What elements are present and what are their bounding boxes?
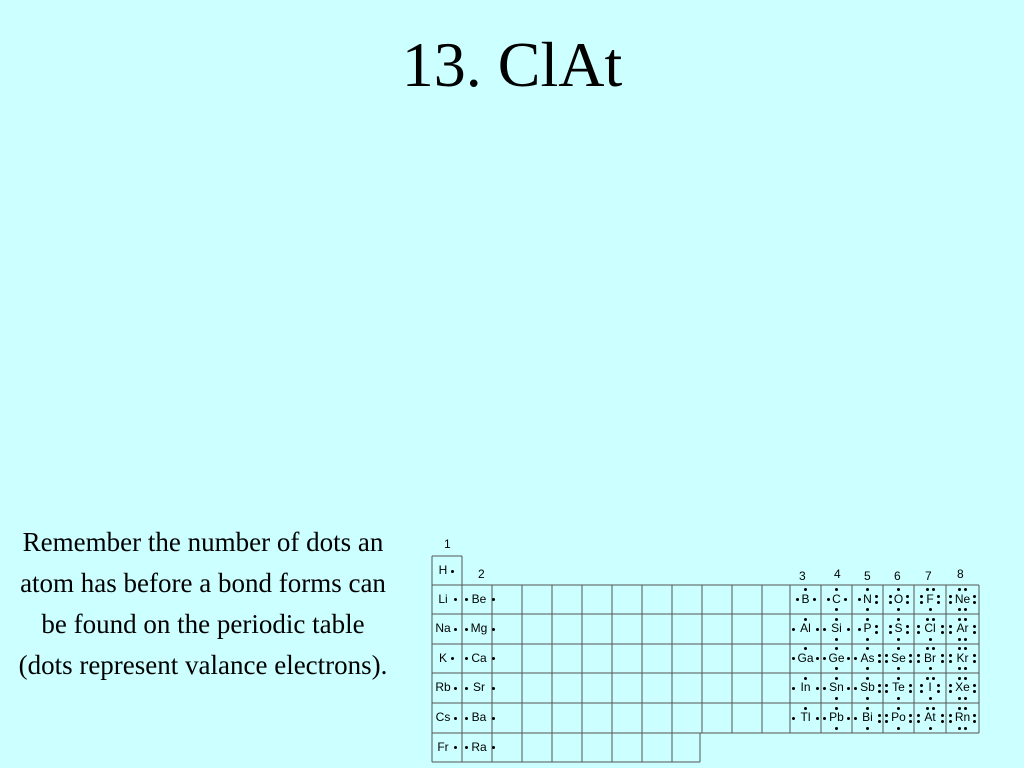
valence-electron-dot (941, 714, 944, 717)
valence-electron-dot (885, 720, 888, 723)
valence-electron-dot (796, 598, 799, 601)
valence-electron-dot (949, 690, 952, 693)
valence-electron-dot (917, 654, 920, 657)
valence-electron-dot (973, 625, 976, 628)
valence-electron-dot (885, 690, 888, 693)
element-c: C (832, 591, 841, 606)
valence-electron-dot (465, 687, 468, 690)
valence-electron-dot (885, 660, 888, 663)
valence-electron-dot (897, 638, 900, 641)
element-be: Be (471, 591, 487, 606)
valence-electron-dot (920, 684, 923, 687)
valence-electron-dot (854, 717, 857, 720)
valence-electron-dot (847, 657, 850, 660)
valence-electron-dot (926, 647, 929, 650)
valence-electron-dot (465, 598, 468, 601)
valence-electron-dot (454, 717, 457, 720)
valence-electron-dot (875, 601, 878, 604)
valence-electron-dot (909, 684, 912, 687)
element-ar: Ar (956, 621, 969, 635)
valence-electron-dot (465, 717, 468, 720)
valence-electron-dot (454, 628, 457, 631)
element-at: At (924, 710, 936, 724)
element-ge: Ge (828, 650, 845, 665)
valence-electron-dot (465, 746, 468, 749)
valence-electron-dot (941, 631, 944, 634)
valence-electron-dot (878, 684, 881, 687)
element-sb: Sb (860, 680, 875, 694)
valence-electron-dot (835, 677, 838, 680)
valence-electron-dot (889, 631, 892, 634)
valence-electron-dot (937, 684, 940, 687)
valence-electron-dot (929, 638, 932, 641)
valence-electron-dot (465, 657, 468, 660)
valence-electron-dot (492, 687, 495, 690)
valence-electron-dot (835, 618, 838, 621)
valence-electron-dot (454, 687, 457, 690)
valence-electron-dot (866, 618, 869, 621)
group-label-3: 3 (799, 569, 806, 583)
element-pb: Pb (829, 710, 844, 724)
element-xe: Xe (955, 680, 970, 694)
element-ra: Ra (471, 739, 487, 754)
valence-electron-dot (885, 684, 888, 687)
element-ga: Ga (797, 650, 814, 665)
element-ca: Ca (471, 650, 487, 665)
element-br: Br (924, 650, 936, 665)
element-mg: Mg (470, 621, 488, 635)
valence-electron-dot (847, 687, 850, 690)
valence-electron-dot (937, 690, 940, 693)
valence-electron-dot (875, 595, 878, 598)
valence-electron-dot (964, 727, 967, 730)
valence-electron-dot (929, 608, 932, 611)
valence-electron-dot (492, 746, 495, 749)
valence-electron-dot (929, 667, 932, 670)
valence-electron-dot (909, 660, 912, 663)
element-ba: Ba (471, 710, 487, 724)
valence-electron-dot (889, 595, 892, 598)
valence-electron-dot (451, 657, 454, 660)
element-o: O (893, 591, 904, 606)
valence-electron-dot (897, 677, 900, 680)
valence-electron-dot (492, 598, 495, 601)
group-label-4: 4 (834, 567, 841, 581)
valence-electron-dot (897, 667, 900, 670)
element-p: P (863, 621, 872, 635)
element-in: In (800, 680, 811, 694)
valence-electron-dot (941, 660, 944, 663)
valence-electron-dot (973, 684, 976, 687)
element-rn: Rn (954, 710, 971, 724)
element-tl: Tl (800, 710, 811, 724)
valence-electron-dot (937, 595, 940, 598)
slide-title: 13. ClAt (401, 29, 623, 100)
valence-electron-dot (909, 720, 912, 723)
valence-electron-dot (932, 677, 935, 680)
valence-electron-dot (917, 714, 920, 717)
valence-electron-dot (920, 690, 923, 693)
element-n: N (863, 591, 872, 606)
valence-electron-dot (958, 588, 961, 591)
valence-electron-dot (804, 707, 807, 710)
valence-electron-dot (858, 628, 861, 631)
valence-electron-dot (835, 697, 838, 700)
valence-electron-dot (835, 638, 838, 641)
valence-electron-dot (454, 598, 457, 601)
valence-electron-dot (926, 588, 929, 591)
valence-electron-dot (964, 667, 967, 670)
group-label-6: 6 (894, 569, 901, 583)
periodic-table-note: Remember the number of dots an atom has before a bond forms can be found on the periodic table (dots represent valance electrons). (18, 527, 388, 680)
element-cs: Cs (435, 710, 451, 724)
valence-electron-dot (854, 657, 857, 660)
valence-electron-dot (973, 601, 976, 604)
group-label-8: 8 (957, 567, 964, 581)
valence-electron-dot (909, 654, 912, 657)
element-sr: Sr (473, 680, 485, 694)
valence-electron-dot (792, 657, 795, 660)
valence-electron-dot (973, 595, 976, 598)
valence-electron-dot (889, 625, 892, 628)
valence-electron-dot (949, 714, 952, 717)
valence-electron-dot (465, 628, 468, 631)
element-fr: Fr (437, 739, 449, 754)
valence-electron-dot (973, 660, 976, 663)
element-b: B (801, 591, 810, 606)
valence-electron-dot (451, 570, 454, 573)
valence-electron-dot (866, 638, 869, 641)
valence-electron-dot (932, 588, 935, 591)
valence-electron-dot (958, 608, 961, 611)
element-i: I (928, 680, 932, 694)
valence-electron-dot (897, 647, 900, 650)
valence-electron-dot (804, 618, 807, 621)
valence-electron-dot (909, 714, 912, 717)
valence-electron-dot (835, 647, 838, 650)
valence-electron-dot (973, 654, 976, 657)
valence-electron-dot (816, 687, 819, 690)
valence-electron-dot (932, 707, 935, 710)
valence-electron-dot (964, 608, 967, 611)
valence-electron-dot (875, 625, 878, 628)
valence-electron-dot (804, 647, 807, 650)
valence-electron-dot (792, 717, 795, 720)
element-kr: Kr (956, 650, 969, 665)
valence-electron-dot (804, 677, 807, 680)
valence-electron-dot (964, 618, 967, 621)
valence-electron-dot (964, 647, 967, 650)
valence-electron-dot (906, 625, 909, 628)
element-s: S (894, 621, 903, 635)
valence-electron-dot (964, 677, 967, 680)
valence-electron-dot (854, 687, 857, 690)
element-ne: Ne (954, 591, 971, 606)
valence-electron-dot (866, 727, 869, 730)
valence-electron-dot (958, 697, 961, 700)
valence-electron-dot (926, 677, 929, 680)
valence-electron-dot (454, 746, 457, 749)
element-po: Po (891, 710, 906, 724)
element-f: F (926, 591, 934, 606)
valence-electron-dot (889, 601, 892, 604)
valence-electron-dot (964, 707, 967, 710)
valence-electron-dot (816, 717, 819, 720)
group-label-5: 5 (864, 569, 871, 583)
element-k: K (438, 650, 447, 665)
valence-electron-dot (878, 720, 881, 723)
valence-electron-dot (949, 595, 952, 598)
valence-electron-dot (958, 667, 961, 670)
valence-electron-dot (937, 601, 940, 604)
valence-electron-dot (949, 684, 952, 687)
valence-electron-dot (964, 588, 967, 591)
valence-electron-dot (926, 618, 929, 621)
element-sn: Sn (829, 680, 844, 694)
valence-electron-dot (885, 654, 888, 657)
valence-electron-dot (835, 707, 838, 710)
valence-electron-dot (917, 625, 920, 628)
valence-electron-dot (949, 625, 952, 628)
valence-electron-dot (866, 667, 869, 670)
element-si: Si (831, 621, 842, 635)
valence-electron-dot (920, 595, 923, 598)
valence-electron-dot (958, 618, 961, 621)
valence-electron-dot (958, 638, 961, 641)
valence-electron-dot (866, 588, 869, 591)
valence-electron-dot (964, 638, 967, 641)
element-se: Se (891, 650, 906, 665)
element-cl: Cl (924, 621, 936, 635)
valence-electron-dot (897, 697, 900, 700)
valence-electron-dot (885, 714, 888, 717)
valence-electron-dot (958, 647, 961, 650)
valence-electron-dot (813, 598, 816, 601)
valence-electron-dot (844, 598, 847, 601)
valence-electron-dot (906, 631, 909, 634)
valence-electron-dot (878, 660, 881, 663)
valence-electron-dot (926, 707, 929, 710)
valence-electron-dot (897, 608, 900, 611)
element-h: H (438, 563, 448, 577)
valence-electron-dot (958, 707, 961, 710)
valence-electron-dot (492, 717, 495, 720)
element-na: Na (435, 621, 451, 635)
valence-electron-dot (823, 657, 826, 660)
valence-electron-dot (964, 697, 967, 700)
valence-electron-dot (973, 720, 976, 723)
valence-electron-dot (878, 714, 881, 717)
valence-electron-dot (897, 707, 900, 710)
valence-electron-dot (858, 598, 861, 601)
valence-electron-dot (932, 647, 935, 650)
valence-electron-dot (866, 608, 869, 611)
valence-electron-dot (878, 654, 881, 657)
valence-electron-dot (909, 690, 912, 693)
valence-electron-dot (920, 601, 923, 604)
valence-electron-dot (941, 625, 944, 628)
valence-electron-dot (823, 687, 826, 690)
valence-electron-dot (932, 618, 935, 621)
valence-electron-dot (949, 720, 952, 723)
valence-electron-dot (823, 717, 826, 720)
valence-electron-dot (823, 628, 826, 631)
valence-electron-dot (949, 601, 952, 604)
valence-electron-dot (792, 687, 795, 690)
valence-electron-dot (973, 690, 976, 693)
element-al: Al (800, 621, 811, 635)
element-bi: Bi (862, 710, 873, 724)
valence-electron-dot (917, 660, 920, 663)
valence-electron-dot (878, 690, 881, 693)
group-label-2: 2 (478, 567, 485, 581)
valence-electron-dot (949, 631, 952, 634)
valence-electron-dot (973, 631, 976, 634)
valence-electron-dot (866, 677, 869, 680)
valence-electron-dot (949, 660, 952, 663)
valence-electron-dot (835, 667, 838, 670)
valence-electron-dot (835, 608, 838, 611)
valence-electron-dot (897, 588, 900, 591)
element-rb: Rb (435, 680, 451, 694)
element-as: As (860, 650, 875, 665)
valence-electron-dot (866, 697, 869, 700)
valence-electron-dot (973, 714, 976, 717)
valence-electron-dot (941, 654, 944, 657)
valence-electron-dot (847, 717, 850, 720)
group-label-1: 1 (444, 537, 451, 551)
valence-electron-dot (897, 618, 900, 621)
valence-electron-dot (897, 727, 900, 730)
valence-electron-dot (492, 657, 495, 660)
valence-electron-dot (816, 628, 819, 631)
valence-electron-dot (866, 647, 869, 650)
valence-electron-dot (906, 595, 909, 598)
valence-electron-dot (929, 697, 932, 700)
element-te: Te (892, 680, 905, 694)
valence-electron-dot (816, 657, 819, 660)
valence-electron-dot (792, 628, 795, 631)
valence-electron-dot (875, 631, 878, 634)
group-label-7: 7 (925, 569, 932, 583)
valence-electron-dot (917, 631, 920, 634)
valence-electron-dot (958, 727, 961, 730)
valence-electron-dot (804, 588, 807, 591)
valence-electron-dot (958, 677, 961, 680)
valence-electron-dot (906, 601, 909, 604)
valence-electron-dot (929, 727, 932, 730)
valence-electron-dot (492, 628, 495, 631)
valence-electron-dot (949, 654, 952, 657)
valence-electron-dot (835, 588, 838, 591)
valence-electron-dot (827, 598, 830, 601)
valence-electron-dot (866, 707, 869, 710)
valence-electron-dot (847, 628, 850, 631)
element-li: Li (438, 591, 448, 606)
valence-electron-dot (917, 720, 920, 723)
valence-electron-dot (835, 727, 838, 730)
valence-electron-dot (941, 720, 944, 723)
